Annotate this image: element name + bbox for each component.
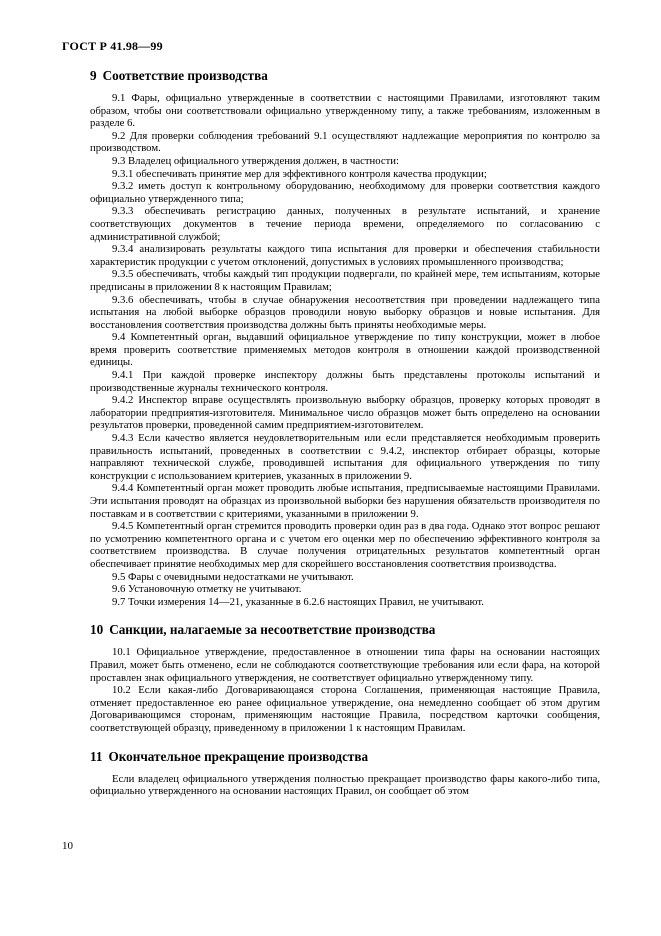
- section-heading: [90, 622, 600, 637]
- paragraph: Если владелец официального утверждения полностью прекращает производство фары какого-либо типа, официально утвержденного на основании настоящих Правил, он сообщает об этом: [90, 772, 600, 798]
- paragraph: 9.3.2 иметь доступ к контрольному оборудованию, необходимому для проверки соответствия каждого официально утвержденного типа;: [90, 180, 600, 205]
- section-title: Санкции, налагаемые за несоответствие производства: [109, 622, 436, 638]
- section-9: [90, 68, 600, 608]
- section-heading: [90, 749, 600, 764]
- section-11: [90, 749, 600, 798]
- page-number: 10: [62, 840, 73, 852]
- paragraph: 9.4.2 Инспектор вправе осуществлять произвольную выборку образцов, проверку которых проводят в лаборатории предприятия-изготовителя. Минимальное число образцов может быть определено на основании результатов проверки, проведенной самим предприятием-изготовителем.: [90, 394, 600, 432]
- paragraph: 9.7 Точки измерения 14—21, указанные в 6.2.6 настоящих Правил, не учитывают.: [112, 595, 484, 608]
- paragraph: 10.2 Если какая-либо Договаривающаяся сторона Соглашения, применяющая настоящие Правила, отменяет предоставленное ею ранее официальное утверждение, она немедленно сообщает об этом другим Договаривающимся сторонам, применяющим настоящие Правила, посредством карточки сообщения, соответствующей образцу, приведенному в приложении 1 к настоящим Правилам.: [90, 684, 600, 734]
- section-number: 10: [90, 622, 104, 638]
- section-title: Окончательное прекращение производства: [108, 748, 369, 764]
- paragraph: 9.4 Компетентный орган, выдавший официальное утверждение по типу конструкции, может в любое время проверить соответствие применяемых методов контроля в отношении каждой производственной единицы.: [90, 331, 600, 369]
- paragraph: 9.3.3 обеспечивать регистрацию данных, полученных в результате испытаний, и хранение соответствующих документов в течение периода времени, определяемого по согласованию с административной службой;: [90, 205, 600, 243]
- paragraph: 9.4.3 Если качество является неудовлетворительным или если представляется необходимым проверить правильность испытаний, проведенных в соответствии с 9.4.2, инспектор отбирает образцы, которые направляют технической службе, проводившей испытания для официального утверждения по типу конструкции с использованием критериев, указанных в приложении 9.: [90, 432, 600, 482]
- paragraph: 9.3.6 обеспечивать, чтобы в случае обнаружения несоответствия при проведении надлежащего типа испытания на любой выборке образцов проводили новую выборку образцов и новые испытания. Для восстановления соответствия производства должны быть приняты необходимые меры.: [90, 293, 600, 331]
- paragraph: 9.3.5 обеспечивать, чтобы каждый тип продукции подвергали, по крайней мере, тем испытаниям, которые предписаны в приложении 8 к настоящим Правилам;: [90, 268, 600, 293]
- paragraph: 9.3.1 обеспечивать принятие мер для эффективного контроля качества продукции;: [112, 167, 487, 180]
- section-10: [90, 622, 600, 734]
- paragraph: 9.3.4 анализировать результаты каждого типа испытания для проверки и обеспечения стабильности характеристик продукции с учетом отклонений, допустимых в условиях промышленного производства;: [90, 243, 600, 268]
- section-title: Соответствие производства: [102, 68, 268, 83]
- paragraph: 9.4.1 При каждой проверке инспектору должны быть представлены протоколы испытаний и производственные журналы технического контроля.: [90, 369, 600, 394]
- paragraph: 9.4.5 Компетентный орган стремится проводить проверки один раз в два года. Однако этот вопрос решают по усмотрению компетентного органа и с учетом его оценки мер по обеспечению эффективного контроля за соответствием производства. В случае получения отрицательных результатов компетентный орган обеспечивает принятие необходимых мер для скорейшего восстановления соответствия производства.: [90, 520, 600, 570]
- paragraph: 9.2 Для проверки соблюдения требований 9.1 осуществляют надлежащие мероприятия по контролю за производством.: [90, 129, 600, 155]
- paragraph: 9.3 Владелец официального утверждения должен, в частности:: [112, 154, 399, 167]
- paragraph: 9.5 Фары с очевидными недостатками не учитывают.: [112, 570, 354, 583]
- document-body: [90, 68, 600, 812]
- paragraph: 9.1 Фары, официально утвержденные в соответствии с настоящими Правилами, изготовляют таким образом, чтобы они соответствовали официально утвержденному типу, а также требованиям, изложенным в разделе 6.: [90, 92, 600, 130]
- paragraph: 9.4.4 Компетентный орган может проводить любые испытания, предписываемые настоящими Правилами. Эти испытания проводят на образцах из произвольной выборки без нарушения обязательств производителя по поставкам и в соответствии с критериями, указанными в приложении 9.: [90, 482, 600, 520]
- section-heading: [90, 68, 600, 83]
- paragraph: 10.1 Официальное утверждение, предоставленное в отношении типа фары на основании настоящих Правил, может быть отменено, если не соблюдаются соответствующие требования или если фара, на которой проставлен знак официального утверждения, не соответствует официально утвержденному типу.: [90, 646, 600, 684]
- document-code: ГОСТ Р 41.98—99: [62, 39, 163, 53]
- paragraph: 9.6 Установочную отметку не учитывают.: [112, 583, 302, 596]
- section-number: 9: [90, 68, 97, 83]
- section-number: 11: [90, 748, 103, 764]
